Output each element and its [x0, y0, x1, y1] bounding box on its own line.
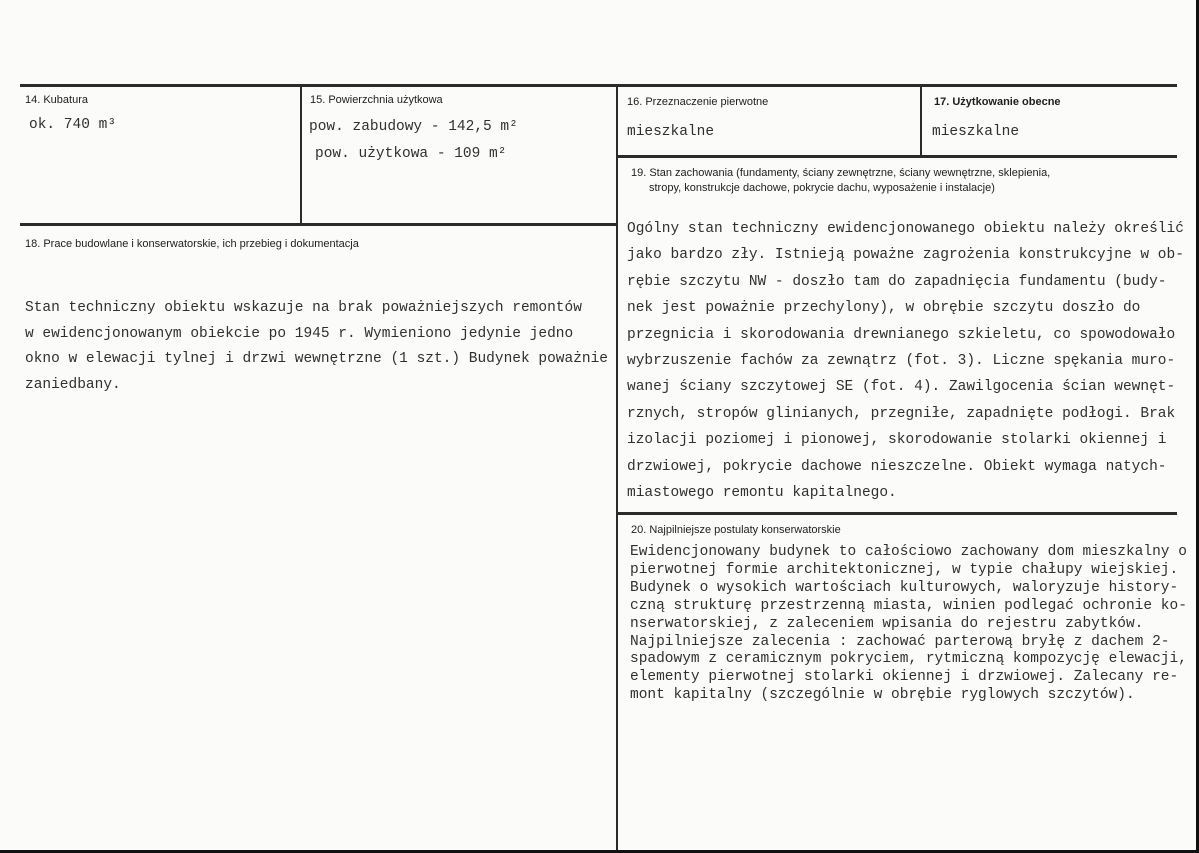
field-20-line: spadowym z ceramicznym pokryciem, rytmiczną kompozycję elewacji, [630, 651, 1187, 668]
field-17-label: 17. Użytkowanie obecne [934, 96, 1061, 108]
field-20-line: elementy pierwotnej stolarki okiennej i drzwiowej. Zalecany re- [630, 669, 1179, 686]
field-15-value-line2: pow. użytkowa - 109 m² [315, 146, 507, 162]
field-19-label-line1: 19. Stan zachowania (fundamenty, ściany zewnętrzne, ściany wewnętrzne, sklepienia, [631, 167, 1051, 179]
center-divider [616, 86, 618, 850]
field-18-line: w ewidencjonowanym obiekcie po 1945 r. Wymieniono jedynie jedno [25, 325, 574, 342]
field-16-label: 16. Przeznaczenie pierwotne [627, 96, 769, 108]
field-19-line: Ogólny stan techniczny ewidencjonowanego obiektu należy określić [627, 221, 1184, 237]
field-20-line: Ewidencjonowany budynek to całościowo zachowany dom mieszkalny o [630, 544, 1187, 560]
field-20-text [630, 544, 1187, 705]
field-14-label: 14. Kubatura [25, 94, 88, 106]
field-19-line: wybrzuszenie fachów za zewnątrz (fot. 3). Liczne spękania muro- [627, 353, 1176, 370]
divider-14-15 [300, 86, 302, 224]
field-18-line: zaniedbany. [25, 376, 121, 393]
field-20-line: pierwotnej formie architektonicznej, w typie chałupy wiejskiej. [630, 561, 1179, 578]
divider-16-17 [920, 86, 922, 156]
field-15-value-line1: pow. zabudowy - 142,5 m² [309, 119, 518, 135]
rule-under-16-17 [618, 155, 1177, 158]
field-19-line: przegnicia i skorodowania drewnianego szkieletu, co spowodowało [627, 326, 1176, 343]
rule-under-14-15 [20, 223, 616, 226]
field-20-line: nserwatorskiej, z zaleceniem wpisania do rejestru zabytków. [630, 615, 1144, 632]
field-20-label: 20. Najpilniejsze postulaty konserwatorskie [631, 524, 841, 536]
field-15-label: 15. Powierzchnia użytkowa [310, 94, 443, 106]
field-18-line: Stan techniczny obiektu wskazuje na brak poważniejszych remontów [25, 300, 582, 316]
field-18-line: okno w elewacji tylnej i drzwi wewnętrzne (1 szt.) Budynek poważnie [25, 351, 608, 367]
field-19-label-line2: stropy, konstrukcje dachowe, pokrycie dachu, wyposażenie i instalacje) [649, 182, 995, 194]
field-19-line: nek jest poważnie przechylony), w obrębie szczytu doszło do [627, 300, 1141, 317]
field-20-line: mont kapitalny (szczególnie w obrębie ryglowych szczytów). [630, 687, 1135, 704]
field-19-text [627, 216, 1184, 506]
field-19-line: miastowego remontu kapitalnego. [627, 485, 897, 502]
field-20-line: Budynek o wysokich wartościach kulturowych, waloryzuje history- [630, 579, 1179, 596]
field-16-value: mieszkalne [627, 124, 715, 140]
field-20-line: Najpilniejsze zalecenia : zachować parterową bryłę z dachem 2- [630, 633, 1170, 650]
field-19-line: izolacji poziomej i pionowej, skorodowanie stolarki okiennej i [627, 432, 1167, 449]
field-19-line: wanej ściany szczytowej SE (fot. 4). Zawilgocenia ścian wewnęt- [627, 379, 1176, 396]
field-20-line: czną strukturę przestrzenną miasta, winien podlegać ochronie ko- [630, 597, 1187, 614]
field-19-line: drzwiowej, pokrycie dachowe nieszczelne. Obiekt wymaga natych- [627, 458, 1167, 475]
field-17-value: mieszkalne [932, 124, 1020, 140]
rule-under-19 [618, 512, 1177, 515]
top-rule [20, 84, 1177, 87]
field-19-line: jako bardzo zły. Istnieją poważne zagrożenia konstrukcyjne w ob- [627, 247, 1184, 264]
field-19-line: rębie szczytu NW - doszło tam do zapadnięcia fundamentu (budy- [627, 273, 1167, 290]
field-18-label: 18. Prace budowlane i konserwatorskie, ich przebieg i dokumentacja [25, 238, 359, 250]
field-14-value: ok. 740 m³ [29, 117, 117, 133]
field-18-text [25, 296, 608, 398]
field-19-line: rznych, stropów glinianych, przegniłe, zapadnięte podłogi. Brak [627, 405, 1176, 422]
